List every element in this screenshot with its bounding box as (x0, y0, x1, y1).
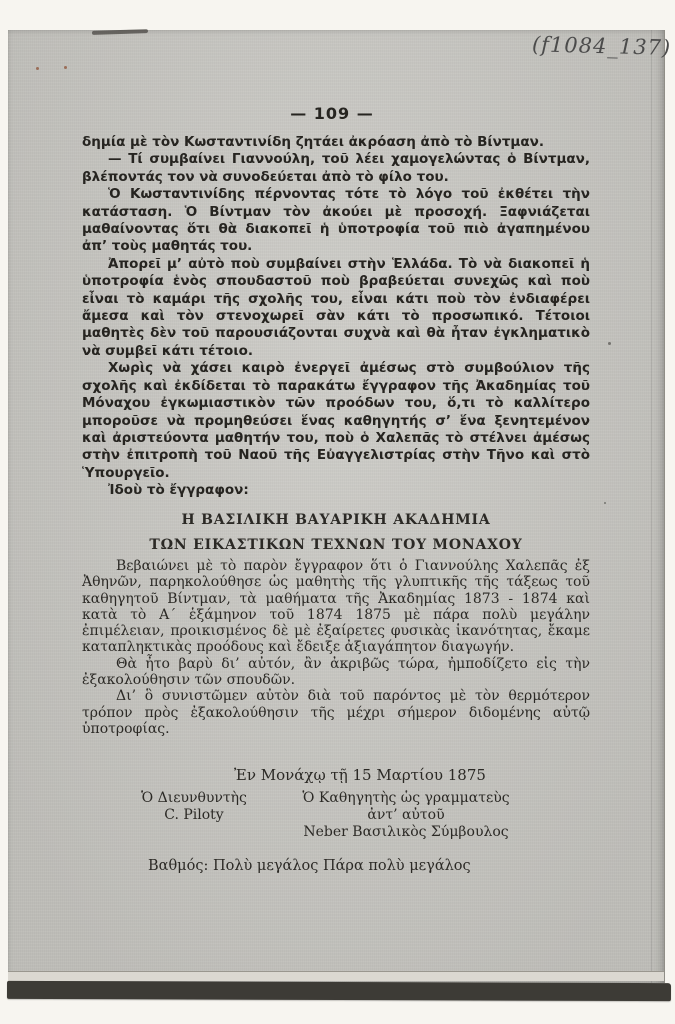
paragraph: Δι’ ὃ συνιστῶμεν αὐτὸν διὰ τοῦ παρόντος μὲ τὸν θερμότερον τρόπον πρὸς ἐξακολούθησιν τῆς μέχρι σήμερον διδομένης αὐτῷ ὑποτροφίας. (82, 688, 590, 737)
paper-speck (604, 502, 606, 504)
heading-line-2: ΤΩΝ ΕΙΚΑΣΤΙΚΩΝ ΤΕΧΝΩΝ ΤΟΥ ΜΟΝΑΧΟΥ (149, 537, 523, 553)
page-fold-line (651, 30, 652, 983)
paragraph: Ἰδοὺ τὸ ἔγγραφον: (108, 482, 249, 499)
signature-right (280, 790, 532, 841)
paragraph: Ὁ Κωσταντινίδης πέρνοντας τότε τὸ λόγο τοῦ ἐκθέτει τὴν κατάσταση. Ὁ Βίντμαν τὸν ἀκούει μὲ προσοχή. Ξαφνιάζεται μαθαίνοντας ὅτι θὰ διακοπεῖ ἡ ὑποτροφία τοῦ πιὸ ἀγαπημένου ἀπ’ τοὺς μαθητάς του. (82, 186, 590, 255)
grade-line: Βαθμός: Πολὺ μεγάλος Πάρα πολὺ μεγάλος (148, 858, 471, 874)
paper-speck (64, 66, 67, 69)
scan-edge-strip (7, 981, 671, 1001)
signature-right-title: Ὁ Καθηγητὴς ὡς γραμματεὺς (302, 790, 510, 806)
scanned-page (8, 30, 672, 983)
paragraph: Βεβαιώνει μὲ τὸ παρὸν ἔγγραφον ὅτι ὁ Γιαννούλης Χαλεπᾶς ἐξ Ἀθηνῶν, παρηκολούθησε ὡς μαθητὴς τῆς γλυπτικῆς τῆς τάξεως τοῦ καθηγητοῦ Βίντμαν, τὰ μαθήματα τῆς Ἀκαδημίας 1873 - 1874 καὶ κατὰ τὸ Α´ ἑξάμηνον τοῦ 1874 1875 μὲ πάρα πολὺ μεγάλην ἐπιμέλειαν, προικισμένος δὲ μὲ ἐξαίρετες φυσικὰς ἱκανότητας, ἔκαμε καταπληκτικὰς προόδους καὶ ἔδειξε ἀξιαγάπητον διαγωγήν. (82, 558, 590, 656)
heading-line-1: Η ΒΑΣΙΛΙΚΗ ΒΑΥΑΡΙΚΗ ΑΚΑΔΗΜΙΑ (181, 512, 491, 528)
signature-left-title: Ὁ Διευνθυντὴς (141, 790, 247, 806)
page-bottom-edge (8, 971, 664, 981)
signature-left (124, 790, 264, 824)
narrative-text (82, 134, 590, 500)
paper-speck (36, 67, 39, 70)
document-heading (82, 512, 590, 553)
signature-right-deputy: ἀντ’ αὐτοῦ (367, 807, 445, 823)
paragraph: Χωρὶς νὰ χάσει καιρὸ ἐνεργεῖ ἀμέσως στὸ συμβούλιον τῆς σχολῆς καὶ ἐκδίδεται τὸ παρακάτω ἔγγραφον τῆς Ἀκαδημίας τοῦ Μόναχου ἐγκωμιαστικὸν τῶν προόδων του, ὅ,τι τὸ καλλίτερο μποροῦσε νὰ προμηθεύσει ἕνας καθηγητής σ’ ἕνα ξενητεμένον καὶ ἀριστεύοντα μαθητήν του, ποὺ ὁ Χαλεπᾶς τὸ στέλνει ἀμέσως στὴν ἐπιτροπὴ τοῦ Ναοῦ τῆς Εὐαγγελιστρίας στὴν Τῆνο καὶ στὸ Ὑπουργεῖο. (82, 360, 590, 481)
paragraph: δημία μὲ τὸν Κωσταντινίδη ζητάει ἀκρόαση ἀπὸ τὸ Βίντμαν. (82, 134, 544, 150)
dateline: Ἐν Μονάχῳ τῇ 15 Μαρτίου 1875 (234, 766, 486, 784)
signature-right-name: Neber Βασιλικὸς Σύμβουλος (303, 824, 509, 840)
scan-smudge (92, 29, 148, 35)
quoted-document-text (82, 558, 590, 737)
paper-speck (608, 342, 611, 345)
paragraph: Θὰ ἦτο βαρὺ δι’ αὐτόν, ἂν ἀκριβῶς τώρα, ἠμποδίζετο εἰς τὴν ἐξακολούθησιν τῶν σπουδῶν. (82, 655, 590, 689)
signature-left-name: C. Piloty (164, 807, 224, 823)
handwritten-annotation: (f1084_137) (531, 32, 672, 60)
page-number: — 109 — (290, 104, 374, 123)
paragraph: Ἀπορεῖ μ’ αὐτὸ ποὺ συμβαίνει στὴν Ἑλλάδα. Τὸ νὰ διακοπεῖ ἡ ὑποτροφία ἑνὸς σπουδαστοῦ ποὺ βραβεύεται συνεχῶς καὶ ποὺ εἶναι τὸ καμάρι τῆς σχολῆς του, εἶναι κάτι ποὺ τὸν ἐνδιαφέρει ἄμεσα καὶ τὸν στενοχωρεῖ σὰν κάτι τὸ προσωπικό. Τέτοιοι μαθητὲς δὲν τοῦ παρουσιάζονται συχνὰ καὶ θὰ ἦταν ἐγκληματικὸ νὰ συμβεῖ κάτι τέτοιο. (82, 255, 590, 359)
paragraph: — Τί συμβαίνει Γιαννούλη, τοῦ λέει χαμογελώντας ὁ Βίντμαν, βλέποντάς τον νὰ συνοδεύεται ἀπὸ τὸ φίλο του. (82, 151, 590, 185)
